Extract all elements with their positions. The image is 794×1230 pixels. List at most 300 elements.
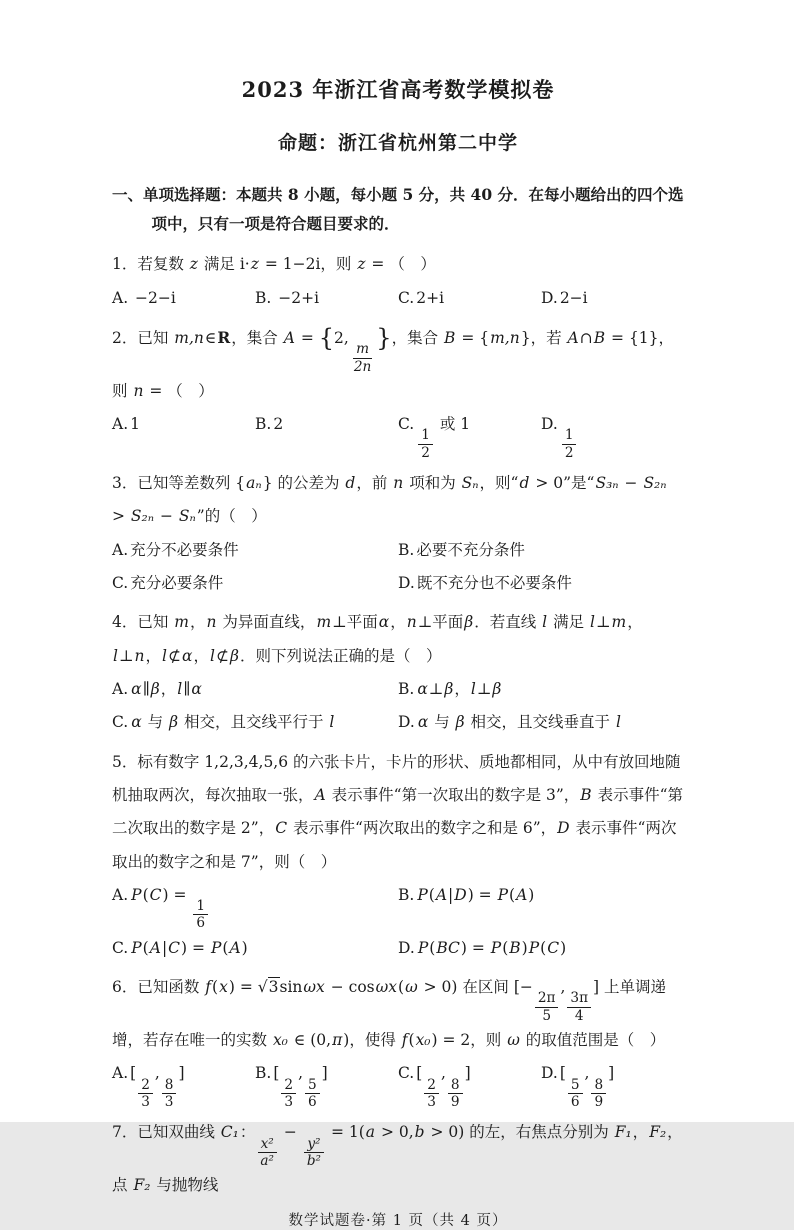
option-label: B.	[398, 680, 415, 699]
math-variable: x₀	[415, 1031, 431, 1050]
math-variable: A	[229, 938, 241, 957]
math-variable: m,n	[174, 328, 204, 347]
text-run: (	[212, 978, 219, 997]
text-run: 与抛物线	[151, 1176, 219, 1195]
fraction	[257, 1136, 277, 1170]
option-label: C.	[112, 574, 129, 593]
fraction	[193, 898, 208, 932]
text-run: ,	[584, 1064, 590, 1083]
option-label: D.	[398, 713, 415, 732]
math-variable: π	[332, 1031, 343, 1050]
text-run: 4．已知	[112, 613, 174, 632]
option-label: A.	[112, 1064, 129, 1083]
math-variable: C	[168, 938, 181, 957]
text-run: }，若	[520, 328, 567, 347]
options-row	[112, 534, 684, 601]
text-run: −	[278, 1123, 302, 1142]
text-run: 1．若复数	[112, 255, 189, 274]
fraction	[281, 1077, 296, 1111]
text-run: 与	[429, 713, 455, 732]
text-run: −2−i	[130, 288, 176, 307]
text-run: 2	[273, 415, 284, 434]
math-variable: P	[417, 938, 429, 957]
text-run: |	[448, 885, 454, 904]
math-variable: α	[131, 680, 142, 699]
fraction	[304, 1136, 324, 1170]
option	[398, 879, 684, 932]
text-run: [	[416, 1064, 423, 1083]
fraction-numerator: 8	[448, 1077, 463, 1094]
question	[112, 467, 684, 600]
math-variable: z	[357, 255, 366, 274]
text-run: 表示事件“两次取出的数字之和是 6”，	[288, 819, 557, 838]
text-run: ，	[145, 646, 162, 665]
math-variable: α	[417, 713, 429, 732]
option-label: B.	[255, 415, 272, 434]
math-variable: l	[177, 680, 183, 699]
math-variable: α	[378, 613, 390, 632]
fraction-numerator: 5	[305, 1077, 320, 1094]
math-variable: P	[417, 885, 428, 904]
question	[112, 971, 684, 1110]
text-run: 2．已知	[112, 328, 174, 347]
math-variable: A	[516, 885, 528, 904]
math-variable: ω	[405, 978, 418, 997]
option-label: C.	[398, 1064, 415, 1083]
option	[255, 408, 398, 461]
math-variable: B	[580, 785, 592, 804]
text-run: ．则下列说法正确的是（ ）	[239, 646, 442, 665]
text-run: } 的公差为	[262, 474, 345, 493]
fraction-numerator: 2π	[535, 990, 559, 1007]
math-variable: B	[444, 328, 456, 347]
text-run: 的取值范围是（ ）	[520, 1031, 666, 1050]
text-run: = {	[456, 328, 490, 347]
math-variable: f	[205, 978, 212, 997]
fraction-numerator: m	[353, 341, 372, 358]
question	[112, 606, 684, 739]
math-variable: l	[113, 646, 118, 665]
fraction-numerator: 1	[193, 898, 208, 915]
fraction-denominator: 9	[594, 1093, 604, 1110]
fraction-numerator: x²	[258, 1136, 277, 1153]
options-row	[112, 1057, 684, 1110]
text-run: ]	[178, 1064, 185, 1083]
option-label: C.	[112, 938, 129, 957]
text-run: |	[161, 938, 168, 957]
text-run: 2−i	[559, 288, 588, 307]
fraction-denominator: 4	[574, 1007, 584, 1024]
option-label: D.	[541, 415, 558, 434]
text-run: 相交，且交线平行于	[179, 713, 329, 732]
fraction-numerator: 8	[162, 1077, 177, 1094]
math-variable: β	[444, 680, 454, 699]
text-run: 或 1	[434, 415, 471, 434]
math-variable: x	[219, 978, 228, 997]
math-variable: P	[131, 885, 142, 904]
text-run: 1	[130, 415, 140, 434]
option	[398, 282, 541, 315]
text-run: ，集合	[391, 328, 444, 347]
text-run: 满足	[548, 613, 589, 632]
question-stem	[112, 248, 684, 281]
fraction-numerator: 1	[418, 427, 433, 444]
text-run: ，	[627, 613, 643, 632]
text-run: 充分不必要条件	[130, 540, 239, 559]
text-run: = （ ）	[366, 255, 436, 274]
math-variable: F₂	[649, 1123, 667, 1142]
math-variable: z	[189, 255, 198, 274]
math-variable: C	[547, 938, 560, 957]
page-subtitle: 命题：浙江省杭州第二中学	[277, 132, 518, 154]
text-run: (	[408, 1031, 415, 1050]
text-run: ∥	[142, 680, 150, 699]
math-variable: l	[210, 646, 215, 665]
fraction-numerator: 2	[424, 1077, 439, 1094]
text-run: 为异面直线，	[217, 613, 316, 632]
option-label: B.	[398, 540, 415, 559]
fraction-denominator: 3	[164, 1093, 174, 1110]
text-run: (	[509, 885, 516, 904]
text-run: ) =	[181, 938, 210, 957]
text-run: ∥	[183, 680, 191, 699]
math-variable: P	[490, 938, 502, 957]
math-variable: x₀	[272, 1031, 288, 1050]
fraction-denominator: 2	[421, 444, 430, 461]
option	[398, 673, 684, 706]
text-run: (	[142, 938, 149, 957]
options-row	[112, 673, 684, 740]
math-variable: P	[497, 885, 509, 904]
option-label: A.	[112, 540, 129, 559]
text-run: ，	[390, 613, 406, 632]
question	[112, 746, 684, 966]
text-run: > 0,	[376, 1123, 414, 1142]
text-run: (	[398, 978, 405, 997]
fraction	[591, 1077, 606, 1111]
fraction-denominator: 6	[308, 1093, 317, 1110]
fraction-numerator: 3π	[567, 990, 591, 1007]
math-variable: β	[464, 613, 474, 632]
option	[541, 1057, 684, 1110]
text-run: 表示事件“第二次取出的数字是 2”，	[112, 785, 684, 838]
text-run: ∈	[204, 328, 217, 347]
math-variable: A	[567, 328, 579, 347]
option	[398, 567, 684, 600]
text-run: 必要不充分条件	[416, 540, 525, 559]
text-run: ，	[190, 613, 206, 632]
text-run: > 0) 在区间 [−	[418, 978, 533, 997]
math-variable: d	[345, 474, 356, 493]
text-run: ∩	[579, 328, 593, 347]
math-variable: α	[417, 680, 428, 699]
math-variable: ω	[507, 1031, 520, 1050]
math-variable: F₁	[614, 1123, 632, 1142]
option-label: A.	[112, 415, 129, 434]
math-variable: d	[519, 474, 530, 493]
option	[112, 673, 398, 706]
math-variable: α	[182, 646, 193, 665]
fraction	[162, 1077, 177, 1111]
math-variable: P	[528, 938, 540, 957]
option	[112, 1057, 255, 1110]
options-row	[112, 408, 684, 461]
text-run: ．若直线	[474, 613, 542, 632]
text-run: ，集合	[231, 328, 283, 347]
fraction	[351, 341, 374, 375]
question-stem	[112, 971, 684, 1057]
math-variable: aₙ	[246, 474, 262, 493]
math-variable: D	[557, 819, 570, 838]
options-row	[112, 879, 684, 965]
text-run: ,	[298, 1064, 303, 1083]
text-run: −	[155, 507, 178, 526]
fraction-numerator: 1	[562, 427, 577, 444]
text-run: 7．已知双曲线	[112, 1123, 220, 1142]
option	[398, 706, 684, 739]
text-run: ，	[193, 646, 209, 665]
math-variable: C	[275, 819, 288, 838]
text-run: ：	[239, 1123, 256, 1142]
text-run: − cos	[325, 978, 375, 997]
math-variable: B	[509, 938, 521, 957]
option	[541, 408, 684, 461]
section-heading: 一、单项选择题：本题共 8 小题，每小题 5 分，共 40 分．在每小题给出的四个选项中，只有一项是符合题目要求的．	[112, 185, 684, 233]
question-stem	[112, 746, 684, 879]
text-run: ，	[454, 680, 470, 699]
text-run: 表示事件“两次取出的数字之和是 7”，则	[112, 819, 677, 871]
math-variable: α	[191, 680, 202, 699]
text-run: )	[528, 885, 535, 904]
fraction-numerator: 2	[138, 1077, 153, 1094]
fraction-numerator: 8	[591, 1077, 606, 1094]
option-label: D.	[541, 288, 558, 307]
math-variable: A	[435, 885, 448, 904]
text-run: ) = 2，则	[431, 1031, 507, 1050]
text-run: ⊥	[428, 680, 444, 699]
math-variable: D	[454, 885, 467, 904]
text-run: 表示事件“第一次取出的数字是 3”，	[326, 785, 580, 804]
math-variable: A	[314, 785, 326, 804]
fraction-numerator: 2	[281, 1077, 296, 1094]
questions-list	[112, 248, 684, 1208]
text-run: = （ ）	[144, 381, 214, 400]
option-label: D.	[398, 938, 415, 957]
text-run: 充分必要条件	[130, 574, 224, 593]
text-run: （ ）	[289, 852, 337, 871]
fraction	[424, 1077, 439, 1111]
set-brace: }	[376, 323, 392, 352]
fraction-denominator: 9	[450, 1093, 460, 1110]
option-label: A.	[112, 288, 129, 307]
math-variable: β	[455, 713, 465, 732]
text-run: )，使得	[343, 1031, 401, 1050]
math-variable: S₃ₙ	[595, 474, 619, 493]
text-run: ，前	[356, 474, 393, 493]
math-variable: ωx	[375, 978, 398, 997]
text-run: ,	[154, 1064, 160, 1083]
question	[112, 1116, 684, 1202]
text-run: 满足 i·	[198, 255, 250, 274]
fraction	[418, 427, 433, 461]
option	[112, 932, 398, 965]
text-run: 3．已知等差数列 {	[112, 474, 246, 493]
text-run: > 0”是“	[530, 474, 595, 493]
text-run: = 1−2i，则	[259, 255, 357, 274]
math-variable: β	[150, 680, 160, 699]
option-label: C.	[398, 415, 415, 434]
text-run: ⊥平面	[332, 613, 378, 632]
math-variable: m	[316, 613, 332, 632]
option-label: A.	[112, 680, 129, 699]
option	[112, 534, 398, 567]
text-run: 2+i	[416, 288, 445, 307]
fraction-denominator: 3	[427, 1093, 436, 1110]
text-run: (	[540, 938, 547, 957]
math-variable: F₂	[133, 1176, 151, 1195]
fraction-denominator: b²	[306, 1152, 322, 1169]
text-run: ⊄	[168, 646, 182, 665]
text-run: 项和为	[404, 474, 461, 493]
option	[398, 534, 684, 567]
text-run: ⊥平面	[417, 613, 464, 632]
option-label: D.	[398, 574, 415, 593]
text-run: ) =	[228, 978, 258, 997]
text-run: = {1}，则	[112, 328, 675, 400]
fraction	[567, 990, 591, 1024]
question	[112, 321, 684, 461]
fraction-numerator: 5	[568, 1077, 583, 1094]
math-variable: C₁	[220, 1123, 239, 1142]
math-variable: BC	[436, 938, 460, 957]
text-run: (	[142, 885, 149, 904]
fraction	[562, 427, 577, 461]
math-variable: β	[492, 680, 502, 699]
math-variable: l	[162, 646, 168, 665]
option	[112, 706, 398, 739]
sqrt-expression: √3	[257, 978, 279, 997]
math-variable: S₂ₙ	[130, 507, 155, 526]
set-brace: {	[318, 323, 335, 352]
option-label: A.	[112, 885, 129, 904]
option-label: B.	[398, 885, 415, 904]
math-variable: Sₙ	[178, 507, 196, 526]
page-footer: 数学试题卷·第 1 页（共 4 页）	[288, 1212, 508, 1229]
fraction-denominator: 3	[141, 1093, 150, 1110]
fraction	[568, 1077, 583, 1111]
text-run: ) =	[162, 885, 192, 904]
text-run: ⊄	[215, 646, 229, 665]
text-run: ) =	[460, 938, 490, 957]
fraction	[305, 1077, 320, 1111]
text-run: ⊥	[476, 680, 492, 699]
text-run: 与	[142, 713, 169, 732]
option	[541, 282, 684, 315]
math-variable: m	[611, 613, 627, 632]
text-run: 2,	[334, 328, 349, 347]
text-run: −2+i	[273, 288, 320, 307]
text-run: [	[130, 1064, 137, 1083]
text-run: (	[428, 885, 435, 904]
text-run: ]	[608, 1064, 615, 1083]
math-variable: m,n	[490, 328, 520, 347]
math-variable: β	[169, 713, 179, 732]
text-run: )	[241, 938, 248, 957]
math-variable: A	[283, 328, 295, 347]
fraction-denominator: a²	[260, 1152, 274, 1169]
page-title: 2023 年浙江省高考数学模拟卷	[241, 77, 555, 102]
text-run: 5．标有数字 1,2,3,4,5,6 的六张卡片，卡片的形状、质地都相同，从中有放回地随机抽取两次，每次抽取一张，	[112, 752, 681, 804]
math-variable: B	[593, 328, 606, 347]
text-run: ，	[632, 1123, 649, 1142]
option-label: B.	[255, 288, 272, 307]
math-variable: z	[250, 255, 259, 274]
text-run: >	[112, 507, 130, 526]
math-variable: m	[174, 613, 189, 632]
text-run: ]	[321, 1064, 328, 1083]
math-variable: l	[615, 713, 621, 732]
option-label: C.	[112, 713, 129, 732]
text-run: ,	[440, 1064, 446, 1083]
text-run: =	[295, 328, 319, 347]
option	[112, 879, 398, 932]
option-label: D.	[541, 1064, 558, 1083]
text-run: (	[429, 938, 436, 957]
math-variable: n	[134, 646, 145, 665]
option-label: B.	[255, 1064, 272, 1083]
fraction-denominator: 6	[196, 915, 206, 932]
option	[255, 282, 398, 315]
text-run: (	[502, 938, 509, 957]
text-run: [	[273, 1064, 280, 1083]
math-variable: f	[401, 1031, 408, 1050]
math-variable: β	[229, 646, 239, 665]
math-variable: S₂ₙ	[643, 474, 667, 493]
text-run: ) =	[467, 885, 497, 904]
text-run: ]	[464, 1064, 471, 1083]
math-variable: P	[131, 938, 142, 957]
text-run: ∈ (0,	[288, 1031, 332, 1050]
fraction-denominator: 2	[564, 444, 574, 461]
math-variable: n	[393, 474, 404, 493]
math-set-symbol: R	[217, 327, 231, 347]
fraction-denominator: 3	[284, 1093, 294, 1110]
text-run: sin	[279, 978, 303, 997]
text-run: = 1(	[326, 1123, 365, 1142]
math-variable: A	[149, 938, 161, 957]
question-stem	[112, 1116, 684, 1202]
question-stem	[112, 321, 684, 408]
option	[398, 1057, 541, 1110]
text-run: （ ）	[220, 507, 267, 526]
math-variable: α	[131, 713, 142, 732]
fraction-denominator: 2n	[353, 358, 372, 375]
text-run: ,	[560, 978, 566, 997]
text-run: (	[222, 938, 229, 957]
option	[398, 408, 541, 461]
math-variable: l	[470, 680, 476, 699]
text-run: ] 上单调递增，若存在唯一的实数	[112, 978, 667, 1050]
text-run: > 0) 的左，右焦点分别为	[425, 1123, 614, 1142]
text-run: ⊥	[118, 646, 134, 665]
fraction-numerator: y²	[304, 1136, 323, 1153]
text-run: −	[619, 474, 643, 493]
text-run: 相交，且交线垂直于	[465, 713, 615, 732]
math-variable: l	[590, 613, 595, 632]
text-run: ，点	[112, 1123, 683, 1195]
text-run: [	[559, 1064, 566, 1083]
option	[112, 282, 255, 315]
